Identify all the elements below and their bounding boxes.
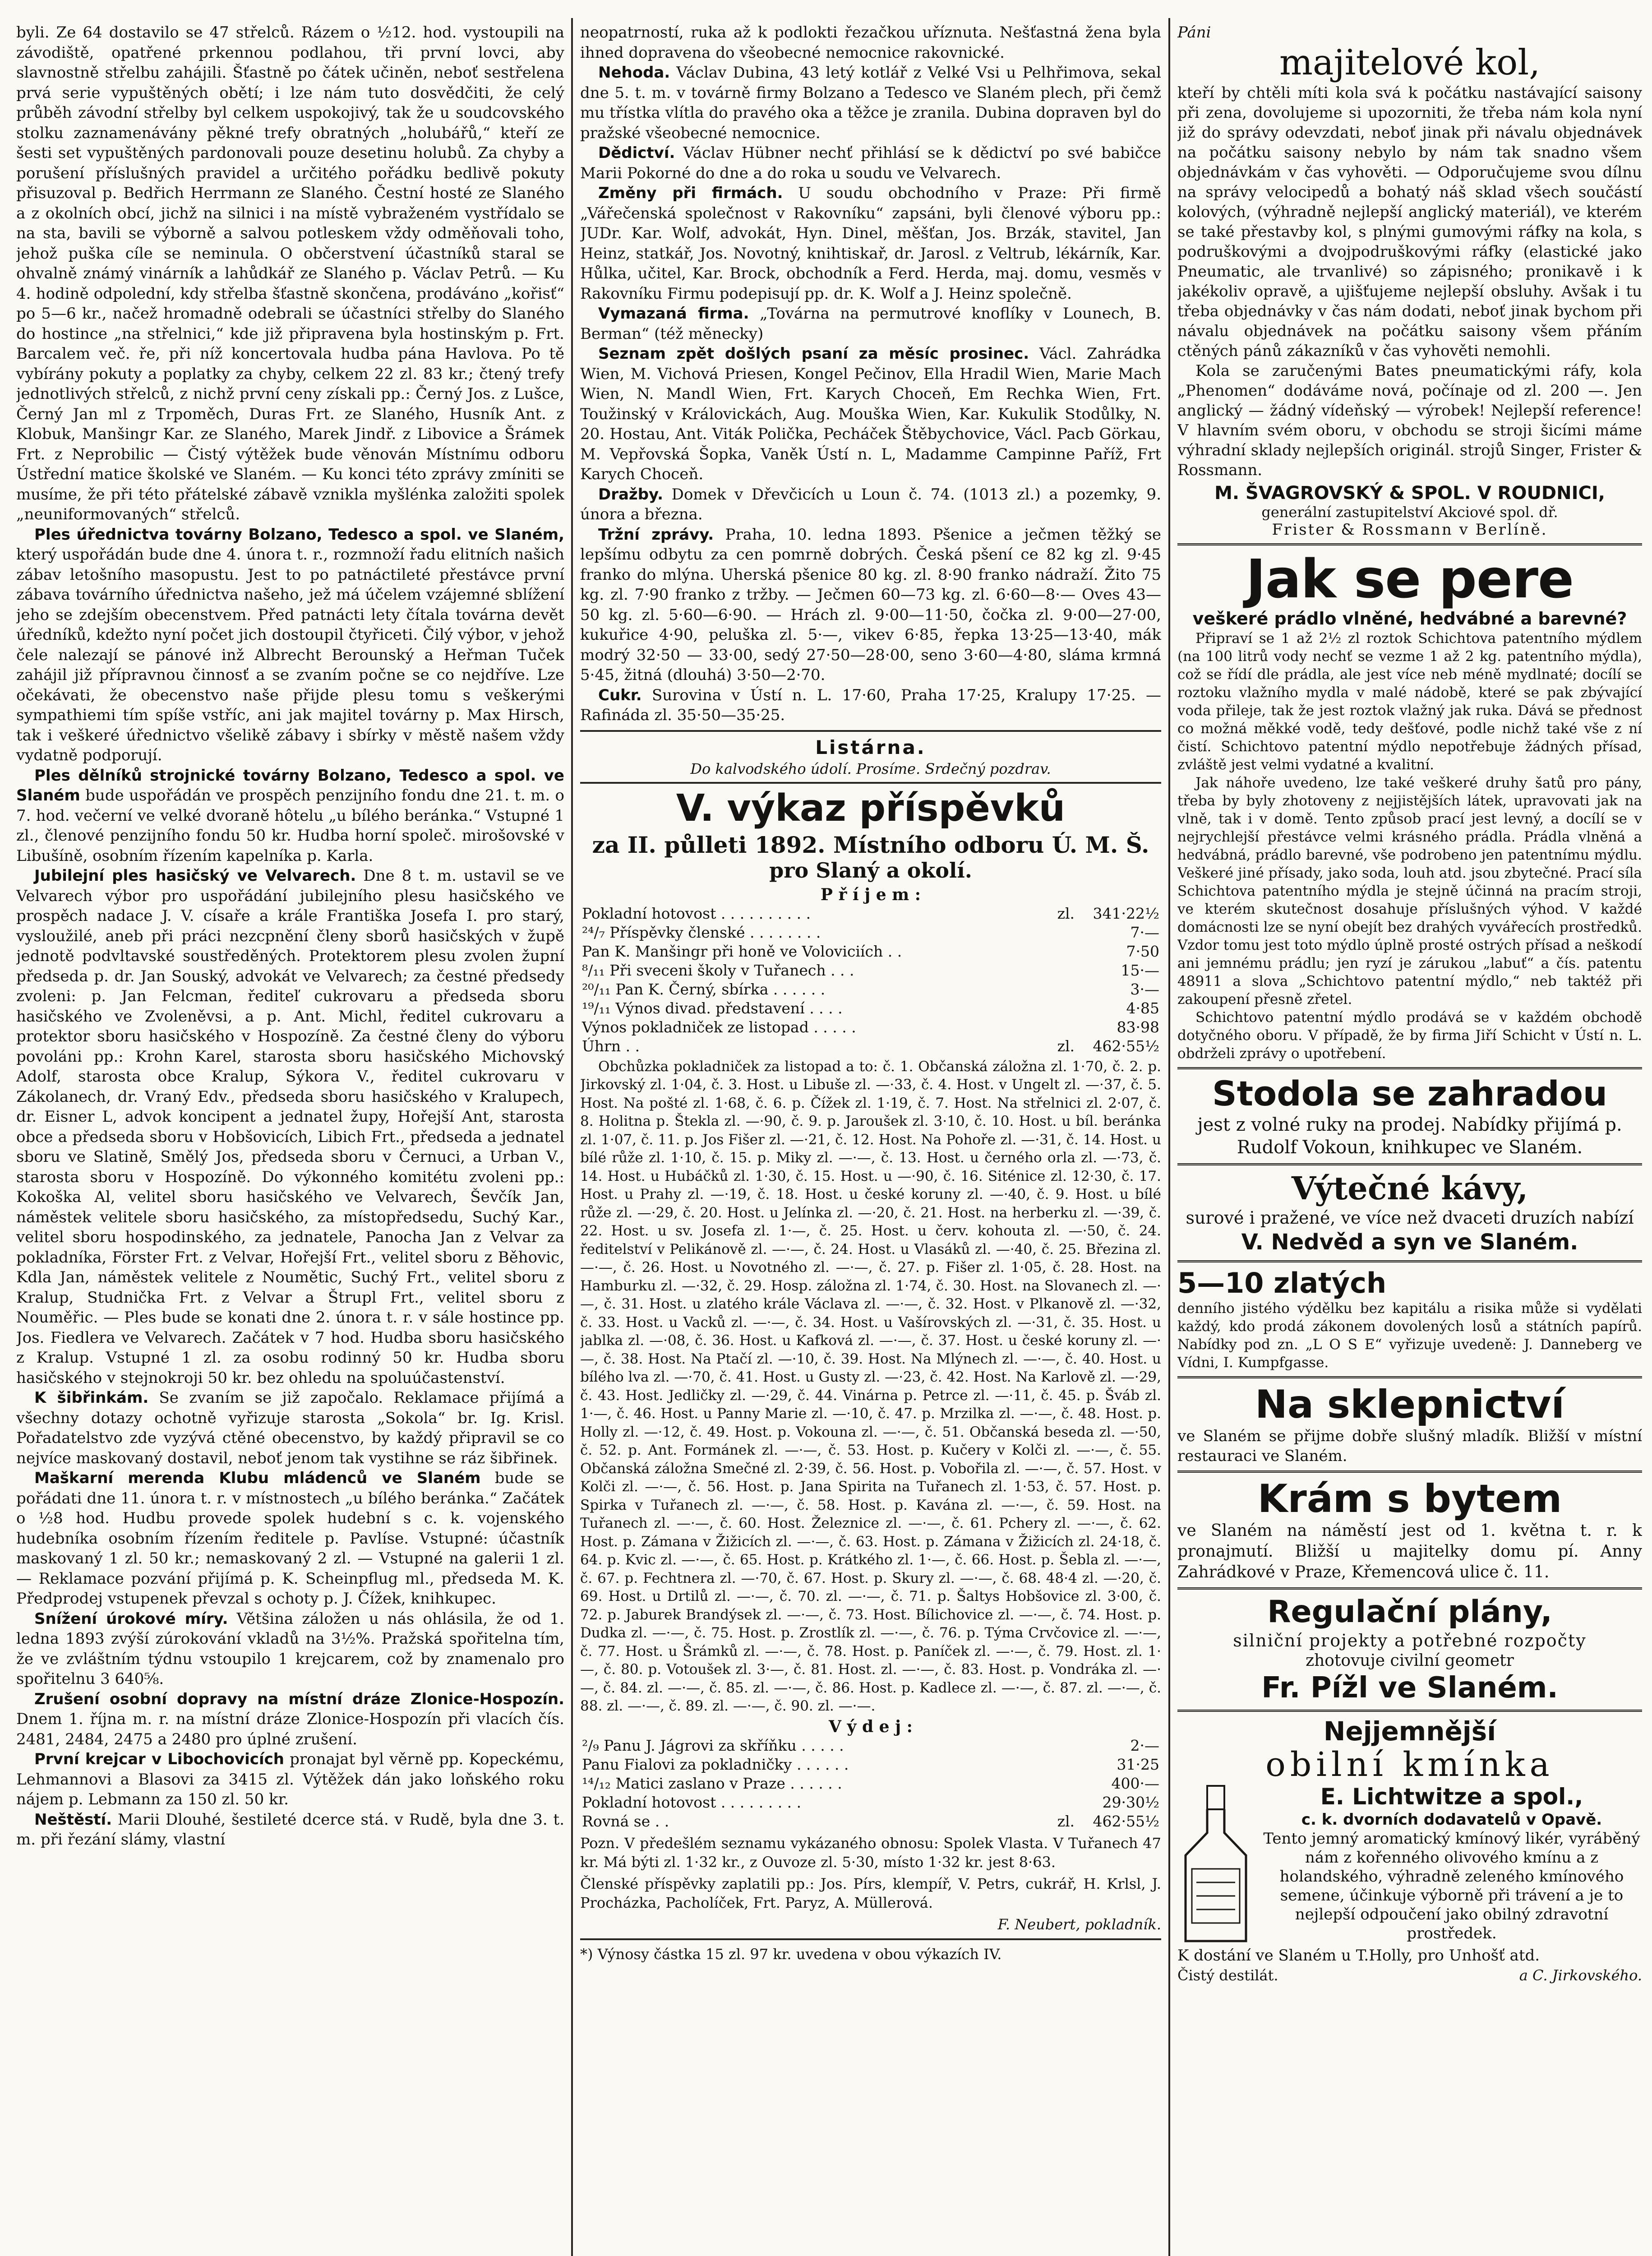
column-advertisements <box>1177 23 1642 2256</box>
news-paragraph <box>16 766 564 866</box>
news-text: Marii Dlouhé, šestileté dcerce stá. v Rudě, byla dne 3. t. m. při řezání slámy, vlastní <box>16 1810 564 1849</box>
ad-heading: 5—10 zlatých <box>1177 1267 1387 1299</box>
ledger-label: ²/₉ Panu J. Jágrovi za skříňku . . . . . <box>582 1736 844 1754</box>
news-text: Praha, 10. ledna 1893. Pšenice a ječmen těžký se lepšímu odbytu za cen pomrně dobrých. Česká pšení ce 82 kg zl. 9·45 franko do mlýna. Uherská pšenice 80 kg. zl. 8·90 franko nádraží. Žito 75 kg. zl. 7·90 franko z tržby. — Ječmen 60—73 kg. zl. 6·60—8·— Oves 43—50 kg. zl. 5·60—6·90. — Hrách zl. 9·00—11·50, čočka zl. 9·00—27·00, kukuřice 4·90, peluška zl. 5·—, vikev 6·85, řepka 13·25—13·40, mák modrý 32·50 — 33·00, sedý 27·50—28·00, seno 3·60—4·80, sláma krmná 5·45, žitná (dlouhá) 3·50—2·70. <box>580 525 1161 684</box>
ledger-row <box>580 980 1161 999</box>
ad-earnings <box>1177 1267 1642 1372</box>
news-text: „Továrna na permutrové knoflíky v Lounech, B. Berman“ (též měnecky) <box>580 305 1161 343</box>
ad-text: surové i pražené, ve více než dvaceti druzích nabízí <box>1186 1208 1634 1228</box>
ad-heading: obilní kmínka <box>1265 1745 1554 1784</box>
news-text: U soudu obchodního v Praze: Při firmě „Vářečenská společnost v Rakovníku“ zapsáni, byli členové výboru pp.: JUDr. Kar. Wolf, advokát, Hyn. Dinel, měšťan, Jos. Brzák, stavitel, Jan Heinz, statkář, Jos. Novotný, knihtiskař, dr. Jarosl. z Veltrub, lékárník, Kar. Hůlka, učitel, Kar. Brock, obchodník a Ferd. Herda, maj. domu, vesměs v Rakovníku Firmu podepisují pp. dr. K. Wolf a J. Heinz společně. <box>580 184 1161 303</box>
divider <box>1177 1260 1642 1262</box>
ledger-amt: 3·— <box>1130 980 1159 998</box>
ledger-label: Pokladní hotovost . . . . . . . . . . <box>582 904 811 922</box>
news-paragraph <box>580 304 1161 344</box>
ledger-label: Rovná se . . <box>582 1812 669 1830</box>
report-subtitle-place: pro Slaný a okolí. <box>769 858 972 883</box>
ad-text: Připraví se 1 až 2½ zl roztok Schichtova patentního mýdlem (na 100 litrů vody nechť se vezme 1 až 2 kg. patentního mýdla), což se řídí dle prádla, ale jest více neb méně mydlnaté; docílí se roztoku vlažního mydla v malé nádobě, které se pak zbývající voda přileje, tak že jest roztok vlažný jak ruka. Dává se přednost co možná měkké vodě, tedy dešťové, podle nichž také vše z ní čistí. Schichtovo patentní mýdlo nepotřebuje žádných přísad, zvláště jest velmi vydatné a kvalitní. <box>1177 630 1642 773</box>
column-notices-report <box>580 23 1161 2256</box>
ledger-cur <box>1046 923 1076 942</box>
ledger-row <box>580 1812 1161 1831</box>
ad-firm-sub: c. k. dvorních dodavatelů v Opavě. <box>1301 1811 1602 1829</box>
ledger-label: ¹⁹/₁₁ Výnos divad. představení . . . . <box>582 999 843 1017</box>
ledger-amt: 83·98 <box>1117 1018 1159 1036</box>
ledger-row <box>580 1736 1161 1755</box>
ad-text: Tento jemný aromatický kmínový likér, vyráběný nám z kořenného olivového kmínu a z holandského, výhradně zeleného kmínového semene, účinkuje výborně při trávení a je to nejlepší odpoučení jako obilný zdravotní prostředek. <box>1263 1830 1640 1942</box>
ledger-row <box>580 1018 1161 1037</box>
ad-footer-left: Čistý destilát. <box>1177 1967 1278 1984</box>
news-heading: Jubilejní ples hasičský ve Velvarech. <box>34 867 356 885</box>
news-text: Většina záložen u nás ohlásila, že od 1. ledna 1893 zvýší zúrokování vkladů na 3½%. Pražská spořitelna tím, že ve zvláštním týdnu vstoupilo 1 krejcarem, což by znamenalo pro spořitelnu 3 640⅝. <box>16 1609 564 1688</box>
ad-heading: Výtečné kávy, <box>1291 1170 1528 1207</box>
ledger-cur <box>1046 1793 1076 1812</box>
news-heading: Snížení úrokové míry. <box>34 1609 228 1628</box>
income-heading: P ř í j e m : <box>820 885 921 904</box>
divider <box>1177 543 1642 546</box>
ledger-row <box>580 1755 1161 1774</box>
news-text: Surovina v Ústí n. L. 17·60, Praha 17·25, Kralupy 17·25. — Rafináda zl. 35·50—35·25. <box>580 686 1161 724</box>
mailbox-heading: Listárna. <box>815 736 926 758</box>
ad-liqueur <box>1177 1716 1642 1985</box>
ledger-label: Pan K. Manšingr při honě ve Voloviciích . . <box>582 942 902 960</box>
news-heading: První krejcar v Libochovicích <box>34 1750 284 1768</box>
news-paragraph <box>16 866 564 1388</box>
ad-subheading: zhotovuje civilní geometr <box>1306 1651 1514 1670</box>
ledger-amt: 2·— <box>1130 1736 1159 1754</box>
news-paragraph <box>16 1388 564 1468</box>
ad-barn <box>1177 1074 1642 1159</box>
column-local-news <box>16 23 564 2256</box>
news-paragraph <box>580 525 1161 685</box>
column-rule <box>1168 18 1170 2256</box>
news-text: neopatrností, ruka až k podlokti řezačkou uříznuta. Nešťastná žena byla ihned dopravena do všeobecné nemocnice rakovnické. <box>580 23 1161 62</box>
news-paragraph <box>16 1810 564 1850</box>
expense-heading: V ý d e j : <box>829 1717 913 1736</box>
news-paragraph <box>16 1689 564 1750</box>
news-heading: Vymazaná firma. <box>598 305 749 323</box>
news-text: bude se pořádati dne 11. února t. r. v místnostech „u bílého beránka.“ Začátek o ½8 hod. Hudbu provede spolek hudební s c. k. vojenského hudebníka osobním řízením ředitele p. Pavlíse. Vstupné: účastník maskovaný 1 zl. 50 kr.; nemaskovaný 2 zl. — Vstupné na galerii 1 zl. — Reklamace pozvání přijímá p. K. Scheinpflug ml., předseda M. K. Předprodej vstupenek převzal s ochoty p. J. Čížek, knihkupec. <box>16 1469 564 1608</box>
news-text: který uspořádán bude dne 4. února t. r., rozmnoží řadu elitních našich zábav letošního masopustu. Jest to po patnáctileté přestávce první zábava továrního úřednictva našeho, jež má účelem vzájemné sblížení jeho se zdejším obecenstvem. Před patnácti lety čítala továrna devět úředníků, kdežto nyní počet jich dostoupil čtyřiceti. Čilý výbor, v jehož čele nalezají se pánové inž Albrecht Berounský a Heřman Tuček zahájil již přípravnou činnosť a se zvaním počne se co nejdříve. Lze očekávati, že obecenstvo naše přijde plesu tomu s veškerými sympathiemi tím spíše vstříc, ani jak majitel továrny p. Max Hirsch, tak i veškeré úřednictvo všelikě zábavy i sbírky v městě našem vždy vydatně podporují. <box>16 546 564 764</box>
ledger-amt: 341·22½ <box>1093 904 1159 922</box>
ledger-amt: 400·— <box>1111 1774 1159 1792</box>
ad-subheading: silniční projekty a potřebné rozpočty <box>1233 1631 1587 1650</box>
divider <box>580 782 1161 784</box>
ledger-label: ²⁰/₁₁ Pan K. Černý, sbírka . . . . . . <box>582 980 826 998</box>
ledger-cur <box>1046 1018 1076 1037</box>
ad-heading: Stodola se zahradou <box>1212 1073 1608 1114</box>
ledger-cur <box>1046 1774 1076 1793</box>
mailbox-line: Do kalvodského údolí. Prosíme. Srdečný pozdrav. <box>690 760 1051 777</box>
ad-heading: majitelové kol, <box>1279 42 1540 83</box>
ledger-cur: zl. <box>1057 904 1075 922</box>
ad-bicycle-owners <box>1177 23 1642 539</box>
news-heading: Nehoda. <box>598 64 670 82</box>
report-subtitle: za II. půlleti 1892. Místního odboru Ú. M. Š. <box>592 831 1149 858</box>
news-text: Václ. Zahrádka Wien, M. Vichová Priesen, Kongel Pečinov, Ella Hradil Wien, Marie Mach Wien, N. Mandl Wien, Frt. Karych Choceň, Em Rechka Wien, Frt. Toužinský v Královickách, Aug. Mouška Wien, Kar. Kukulik Stodůlky, N. 20. Hostau, Ant. Viták Polička, Pecháček Štěbychovice, Václ. Pacb Görkau, M. Vepřovská Šopka, Vaněk Ústí n. L, Madamme Campinne Paříž, Frt Karych Choceň. <box>580 345 1161 483</box>
news-paragraph <box>580 23 1161 63</box>
ledger-label: ⁸/₁₁ Při sveceni školy v Tuřanech . . . <box>582 961 854 979</box>
ad-text: ve Slaném na náměstí jest od 1. května t. r. k pronajmutí. Bližší u majitelky domu pí. Anny Zahrádkové v Praze, Křemencová ulice č. 11. <box>1177 1521 1642 1581</box>
ledger-row <box>580 1774 1161 1793</box>
divider <box>1177 1163 1642 1165</box>
ledger-label: Panu Fialovi za pokladničky . . . . . . <box>582 1755 849 1773</box>
ad-heading: Regulační plány, <box>1267 1594 1552 1630</box>
ad-heading: Na sklepnictví <box>1255 1382 1565 1427</box>
report-footnote: Pozn. V předešlém seznamu vykázaného obnosu: Spolek Vlasta. V Tuřanech 47 kr. Má býti zl. 1·32 kr., z Ouvoze zl. 5·30, místo 1·32 kr. jest 8·63. <box>580 1834 1161 1871</box>
ledger-label: Pokladní hotovost . . . . . . . . . <box>582 1793 802 1811</box>
ledger-row <box>580 999 1161 1018</box>
news-heading: Dražby. <box>598 485 664 504</box>
ad-firm: E. Lichtwitze a spol., <box>1320 1784 1583 1810</box>
news-paragraph <box>16 525 564 766</box>
news-paragraph <box>580 344 1161 485</box>
treasurer-signature: F. Neubert, pokladník. <box>997 1915 1161 1933</box>
news-heading: Maškarní merenda Klubu mládenců ve Slaném <box>34 1469 481 1487</box>
news-heading: Neštěstí. <box>34 1810 112 1829</box>
expense-table <box>580 1736 1161 1831</box>
ad-liqueur-body <box>1177 1783 1642 1946</box>
ad-liqueur-footer <box>1177 1965 1642 1985</box>
ledger-amt: 31·25 <box>1117 1755 1159 1773</box>
ledger-label: ¹⁴/₁₂ Matici zaslano v Praze . . . . . . <box>582 1774 842 1792</box>
news-heading: K šibřinkám. <box>34 1389 149 1407</box>
divider <box>1177 1710 1642 1712</box>
ledger-amt: 4·85 <box>1126 999 1159 1017</box>
ad-firm: Fr. Pížl ve Slaném. <box>1261 1671 1558 1705</box>
ad-liqueur-text <box>1261 1783 1642 1943</box>
news-text: Dne 8 t. m. ustavil se ve Velvarech výbor pro uspořádání jubilejního plesu hasičského ve prospěch nadace J. V. císaře a krále Františka Josefa I. pro starý, vysloužilé, aneb při práci nezcpnění členy sborů hasičských v župě jednotě podvltavské soustředěných. Protektorem plesu zvolen župní předseda p. dr. Jan Souský, advokát ve Velvarech; za čestné předsedy zvoleni: p. Jan Felcman, řediteľ cukrovaru a předseda sboru hasičského ve Zvoleněvsi, a p. Ant. Michl, ředitel cukrovaru a protektor sboru hasičského v Hospozíně. Za čestné členy do výboru povoláni pp.: Krohn Karel, starosta sboru hasičského Michovský Adolf, starosta obce Kralup, Sýkora V., ředitel cukrovaru v Zákolanech, dr. Vraný Edv., předseda sboru hasičského v Kralupech, dr. Eisner L, advok koncipent a jednatel župy, Hořejší Ant, starosta obce a předseda sboru v Hobšovicích, Libich Frt., předseda a jednatel sboru ve Slatině, Smělý Jos, předseda sboru v Černuci, a Urban V., starosta sboru v Hospozíně. Do výkonného komitétu zvoleni pp.: Kokoška Al, velitel sboru hasičského ve Velvarech, Ševčík Jan, náměstek velitele sboru hasičského, za místopředsedu, Suchý Kar., velitel sboru hospodinského, za jednatele, Panocha Jan z Velvar za pokladníka, Förster Frt. z Velvar, Hořejší Frt., velitel sboru z Běhovic, Kdla Jan, náměstek velitele z Noumětic, Suchý Frt., velitel sboru z Kralup, Studnička Frt. z Velvar a Štrupl Frt., velitel sboru z Nouměřic. — Ples bude se konati dne 2. února t. r. v sále hostince pp. Jos. Fiedlera ve Velvarech. Začátek v 7 hod. Hudba sboru hasičského z Kralup. Vstupné 1 zl. za osobu rodinný 50 kr. Hudba sboru hasičského v stejnokroji 50 kr. bez ohledu na spoluúčastenství. <box>16 867 564 1387</box>
ad-text: Kola se zaručenými Bates pneumatickými ráfy, kola „Phenomen“ dodáváme nová, počínaje od zl. 200 —. Jen anglický — žádný vídeňský — výrobek! Nejlepší reference! V hlavním svém oboru, v obchodu se stroji šicími máme výhradní sklady nejlepších originál. strojů Singer, Frister & Rossmann. <box>1177 362 1642 479</box>
ledger-row <box>580 923 1161 942</box>
ad-text: ve Slaném se přijme dobře slušný mladík. Bližší v místní restauraci ve Slaném. <box>1177 1427 1642 1465</box>
news-heading: Seznam zpět došlých psaní za měsíc prosinec. <box>598 345 1029 363</box>
ledger-row <box>580 1037 1161 1056</box>
ledger-cur <box>1046 980 1076 999</box>
ad-text: jest z volné ruky na prodej. Nabídky přijímá p. Rudolf Vokoun, knihkupec ve Slaném. <box>1197 1114 1622 1158</box>
ledger-cur <box>1046 961 1076 980</box>
news-text: Václav Dubina, 43 letý kotlář z Velké Vsi u Pelhřimova, sekal dne 5. t. m. v továrně firmy Bolzano a Tedesco ve Slaném plech, při čemž mu třístka vlítla do pravého oka a těžce je zranila. Dubina dopraven byl do pražské všeobecné nemocnice. <box>580 64 1161 142</box>
news-paragraph <box>16 1749 564 1810</box>
ledger-amt: 7·50 <box>1126 942 1159 960</box>
divider <box>1177 1587 1642 1590</box>
news-paragraph <box>580 143 1161 183</box>
ad-firm-sub: generální zastupitelství Akciové spol. dř. <box>1261 504 1558 521</box>
news-heading: Cukr. <box>598 686 642 704</box>
ad-cellar <box>1177 1383 1642 1466</box>
news-text: bude uspořádán ve prospěch penzijního fondu dne 21. t. m. o 7. hod. večerní ve velké dvoraně hôtelu „u bílého beránka.“ Vstupné 1 zl., členové penzijního fondu 50 kr. Hudba horní společ. mirošovské v Libušíně, osobním řízením kapelníka p. Karla. <box>16 786 564 865</box>
news-heading: Ples dělníků strojnické továrny Bolzano, Tedesco a spol. ve Slaném <box>16 766 564 804</box>
news-paragraph <box>16 23 564 525</box>
ledger-row <box>580 961 1161 980</box>
news-heading: Tržní zprávy. <box>598 525 714 544</box>
ad-text: Jak náhoře uvedeno, lze také veškeré druhy šatů pro pány, třeba by byly zhotoveny z nejjistějších látek, upravovati jak na vlně, tak i v domě. Tento způsob prací jest levný, a docílí se v nejrychlejší přestávce velmi krásného prádla. Prádla vlněná a hedvábná, prádlo barevné, vše podrobeno jen patentnímu mýdlu. Veškeré jiné přísady, jako soda, louh atd. jsou zbytečné. Prací síla Schichtova patentního mýdla je stejně účinná na pracím stroji, ve kterém skutečnost dosahuje příslušných výhod. V každé domácnosti lze se nyní obejít bez drahých vyvářecích prostředků. Vzdor tomu jest toto mýdlo úplně prosté ostrých přísad a neškodí ani jemnému prádlu; jen ryzí je zárukou „labuť“ a čís. patentu 48911 a slova „Schichtovo patentní mýdlo,“ neb taktéž při zakoupení přesně zřetel. <box>1177 775 1642 1008</box>
news-text: Dnem 1. října m. r. na místní dráze Zlonice-Hospozín při vlacích čís. 2481, 2484, 2475 a 2480 pro úplné zrušení. <box>16 1710 564 1748</box>
asterisk-note: *) Výnosy částka 15 zl. 97 kr. uvedena v obou výkazích IV. <box>580 1945 1002 1963</box>
news-paragraph <box>16 1468 564 1609</box>
ad-coffee <box>1177 1170 1642 1256</box>
news-heading: Změny při firmách. <box>598 184 783 202</box>
ledger-label: Úhrn . . <box>582 1037 640 1055</box>
report-title: V. výkaz příspěvků <box>676 786 1066 830</box>
ad-heading: Jak se pere <box>1246 548 1574 610</box>
ad-intro: Páni <box>1177 23 1211 42</box>
ledger-row <box>580 904 1161 923</box>
ad-firm: M. ŠVAGROVSKÝ & SPOL. V ROUDNICI, <box>1214 483 1605 504</box>
divider <box>1177 1376 1642 1378</box>
ledger-label: ²⁴/₇ Příspěvky členské . . . . . . . . <box>582 923 821 941</box>
news-text: byli. Ze 64 dostavilo se 47 střelců. Rázem o ½12. hod. vystoupili na závodiště, opatřené prkennou podlahou, tři první lovci, aby slavnostně střelbu zahájili. Šťastně po čátek učiněn, neboť sestřelena prvá serie vypuštěných obětí; i lze nám tuto dosvědčiti, že celý průběh závodní střelby byl celkem uspokojivý, tak že u soudcovského stolku zaznamenávány pěkné trefy obratných „holubářů,“ kteří ze šesti set vypuštěných pardonovali pouze desetinu holubů. Za chyby a porušení příslušných pravidel a určitého pořádku bedlivě pokuty přisuzoval p. Bedřich Herrmann ze Slaného. Čestní hosté ze Slaného a z okolních obcí, jichž na silnici i na místě vybraženém vystřídalo se na sta, bavili se výborně a salvou potleskem vždy odměňovali toho, jehož puška cíle se neminula. O občerstvení účastníků staral se ohvalně známý vinárník a lahůdkář ze Slaného p. Václav Petrů. — Ku 4. hodině odpolední, kdy střelba šťastně skončena, prodáváno „kořisť“ po 5—6 kr., načež hromadně odebrali se účastníci střelby do Slaného do hostince „na střelnici,“ kde již připravena byla hostinským p. Frt. Barcalem več. ře, při níž koncertovala hudba pána Havlova. Po tě vybírány pokuty a poplatky za chyby, celkem 22 zl. 83 kr.; čtený trefy jednotlivých střelců, z nichž první ceny získali pp.: Černý Jos. z Lušce, Černý Jan ml z Trpoměch, Duras Frt. ze Slaného, Husník Ant. z Klobuk, Manšingr Kar. ze Slaného, Marek Jindř. z Libovice a Šrámek Frt. z Neprobilic — Čistý výtěžek bude věnován Místnímu odboru Ústřední matice školské ve Slaném. — Ku konci této zprávy zmíniti se musíme, že při této přátelské zábavě vznikla myšlénka založiti spolek „neuniformovaných“ střelců. <box>16 23 564 523</box>
ad-text: denního jistého výdělku bez kapitálu a risika může si vydělati každý, kdo prodá zákonem dovolených losů a státních papírů. Nabídky pod zn. „L O S E“ vyřizuje uvedeně: J. Danneberg ve Vídni, I. Kumpfgasse. <box>1177 1300 1642 1371</box>
ledger-row <box>580 942 1161 961</box>
ledger-amt: 15·— <box>1121 961 1159 979</box>
ledger-amt: 7·— <box>1130 923 1159 941</box>
divider <box>1177 1067 1642 1069</box>
ledger-label: Výnos pokladniček ze listopad . . . . . <box>582 1018 856 1036</box>
ad-shop <box>1177 1477 1642 1583</box>
ledger-cur <box>1046 1736 1076 1755</box>
news-paragraph <box>580 63 1161 143</box>
ad-surveyor <box>1177 1594 1642 1705</box>
divider <box>580 730 1161 732</box>
ledger-cur <box>1046 999 1076 1018</box>
ad-text: kteří by chtěli míti kola svá k počátku nastávající saisony při zena, dovolujeme si upozorniti, že třeba nám kola nyní již do správy odevzdati, neboť jinak při návalu objednávek na počátku saisony nebylo by nám tak snadno všem objednávkám v čas vyhověti. — Odporučujeme svou dílnu na správy velocipedů a bohatý náš sklad všech součástí kolových, (výhradně nejlepší anglický materiál), ve kterém se také přestavby kol, s plnými gumovými ráfky na kola, s podruškovými a dvojpodruškovými ráfky (elastické jako Pneumatic, ale trvanlivé) so zápisného; pronikavě i k jakékoliv opravě, a ujišťujeme nejlepší obsluhy. Avšak i tu třeba objednávky v čas nám dodati, neboť jinak bychom při návalu objednávek na počátku saisony všem přáním ctěných pánů zákazníků v čas vyhověti nemohli. <box>1177 84 1642 360</box>
ad-text: Schichtovo patentní mýdlo prodává se v každém obchodě dotyčného oboru. V případě, že by firma Jiří Schicht v Ústí n. L. obdrželi zprávy o upotřebení. <box>1177 1009 1642 1062</box>
ad-heading: Krám s bytem <box>1257 1476 1562 1521</box>
news-text: Se zvaním se již započalo. Reklamace přijímá a všechny dotazy ochotně vyřizuje starosta „Sokola“ br. Ig. Krisl. Pořadatelstvo zde vyzývá ctěné obecenstvo, by každý připravil se co nejvíce maskovaný dostavil, neboť jenom tak vystihne se ráz šibřinek. <box>16 1389 564 1467</box>
bottle-icon <box>1177 1783 1254 1946</box>
ad-heading: Nejjemnější <box>1323 1716 1496 1747</box>
news-heading: Dědictví. <box>598 144 675 162</box>
ad-firm: V. Nedvěd a syn ve Slaném. <box>1241 1230 1578 1255</box>
news-text: Domek v Dřevčicích u Loun č. 74. (1013 zl.) a pozemky, 9. února a března. <box>580 485 1161 523</box>
ledger-cur: zl. <box>1057 1037 1075 1055</box>
news-paragraph <box>580 183 1161 304</box>
ledger-cur <box>1046 1755 1076 1774</box>
divider <box>580 1938 1161 1940</box>
news-text: Václav Hübner nechť přihlásí se k dědictví po své babičce Marii Pokorné do dne a do roka u soudu ve Velvarech. <box>580 144 1161 182</box>
ledger-row <box>580 1793 1161 1812</box>
news-heading: Ples úřednictva továrny Bolzano, Tedesco a spol. ve Slaném, <box>34 525 564 544</box>
members-paid: Členské příspěvky zaplatili pp.: Jos. Pírs, klempíř, V. Petrs, cukrář, H. Krlsl, J. Procházka, Pacholíček, Frt. Paryz, A. Müllerová. <box>580 1875 1161 1911</box>
divider <box>1177 1470 1642 1473</box>
ad-footer-right: a C. Jirkovského. <box>1519 1967 1642 1984</box>
collection-boxes-text: Obchůzka pokladniček za listopad a to: č. 1. Občanská záložna zl. 1·70, č. 2. p. Jirkovský zl. 1·04, č. 3. Host. u Libuše zl. —·33, č. 4. Host. v Ungelt zl. —·37, č. 5. Host. Na pošté zl. 1·68, č. 6. p. Čížek zl. 1·19, č. 7. Host. Na střelnici zl. 2·07, č. 8. Holitna p. Štekla zl. —·90, č. 9. p. Jaroušek zl. 3·10, č. 10. Host. u bíl. beránka zl. 1·07, č. 11. p. Jos Fišer zl. —·21, č. 12. Host. Na Pohoře zl. —·31, č. 14. Host. u bílé růže zl. 1·10, č. 15. p. Miky zl. —·—, č. 13. Host. u černého orla zl. —·73, č. 14. Host. u Hubáčků zl. 1·30, č. 15. Host. u —·90, č. 16. Siténice zl. 12·30, č. 17. Host. u Prahy zl. —·19, č. 18. Host. u české koruny zl. —·40, č. 9. Host. u bílé růže zl. —·29, č. 20. Host. u Jelínka zl. —·20, č. 21. Host. na herberku zl. —·39, č. 22. Host. u sv. Josefa zl. 1·—, č. 25. Host. u červ. kohouta zl. —·50, č. 24. ředitelství v Pelikánově zl. —·—, č. 24. Host. u Vlasáků zl. —·40, č. 25. Březina zl. —·—, č. 26. Host. u Novotného zl. —·—, č. 27. p. Fišer zl. 1·05, č. 28. Host. na Hamburku zl. —·32, č. 29. Hosp. záložna zl. 1·74, č. 30. Host. na Slovanech zl. —·—, č. 31. Host. u zlatého krále Václava zl. —·—, č. 32. Host. v Plkanově zl. —·32, č. 33. Host. u Vacků zl. —·—, č. 34. Host. u Vašírovských zl. —·31, č. 35. Host. u jablka zl. —·08, č. 36. Host. u Kafková zl. —·—, č. 37. Host. u české koruny zl. —·—, č. 38. Host. Na Ptačí zl. —·10, č. 39. Host. Na Mlýnech zl. —·—, č. 40. Host. u bílého lva zl. —·70, č. 41. Host. u Gusty zl. —·23, č. 42. Host. Na Karlově zl. —·29, č. 43. Host. Jedličky zl. —·29, č. 44. Vinárna p. Petrce zl. —·11, č. 45. p. Šváb zl. 1·—, č. 46. Host. u Panny Marie zl. —·10, č. 47. p. Mrzilka zl. —·—, č. 48. Host. p. Holly zl. —·12, č. 49. Host. p. Vokouna zl. —·—, č. 51. Občanská beseda zl. —·50, č. 52. p. Ant. Formánek zl. —·—, č. 53. Host. p. Kučery v Kolči zl. —·—, č. 55. Občanská záložna Smečné zl. 2·39, č. 56. Host. p. Vobořila zl. —·—, č. 57. Host. v Kolči zl. —·—, č. 56. Host. p. Jana Spirita na Tuřanech zl. 1·53, č. 57. Host. p. Spirka v Tuřanech zl. —·—, č. 58. Host. p. Kavána zl. —·—, č. 59. Host. na Tuřanech zl. —·—, č. 60. Host. Železnice zl. —·—, č. 61. Pchery zl. —·—, č. 62. Host. p. Zámana v Žižicích zl. —·—, č. 63. Host. p. Zámana v Žižicích zl. 24·18, č. 64. p. Kvic zl. —·—, č. 65. Host. p. Krátkého zl. 1·—, č. 66. Host. p. Šebla zl. —·—, č. 67. p. Fechtnera zl. —·70, č. 67. Host. p. Skury zl. —·—, č. 68. 48·4 zl. —·20, č. 69. Host. u Drtilů zl. —·—, č. 70. zl. —·—, č. 71. p. Šaltys Hobšovice zl. 3·00, č. 72. p. Jaburek Brandýsek zl. —·—, č. 73. Host. Bílichovice zl. —·—, č. 74. Host. p. Dudka zl. —·—, č. 75. Host. p. Zrostlík zl. —·—, č. 76. p. Týma Crvčovice zl. —·—, č. 77. Host. u Šrámků zl. —·—, č. 78. Host. p. Paníček zl. —·—, č. 79. Host. zl. 1·—, č. 80. p. Votoušek zl. 3·—, č. 81. Host. zl. —·—, č. 83. Host. p. Vondráka zl. —·—, č. 84. zl. —·—, č. 85. zl. —·—, č. 86. Host. p. Kadlece zl. —·—, č. 87. zl. —·—, č. 88. zl. —·—, č. 89. zl. —·—, č. 90. zl. —·—. <box>580 1058 1161 1714</box>
ledger-cur <box>1046 942 1076 961</box>
ledger-amt: 462·55½ <box>1093 1037 1159 1055</box>
news-paragraph <box>580 685 1161 726</box>
ledger-amt: 29·30½ <box>1102 1793 1159 1811</box>
news-heading: Zrušení osobní dopravy na místní dráze Zlonice-Hospozín. <box>34 1690 564 1708</box>
income-table <box>580 904 1161 1056</box>
ad-soap <box>1177 550 1642 1063</box>
ad-firm-sub: Frister & Rossmann v Berlíně. <box>1272 521 1548 539</box>
notices-section <box>580 23 1161 726</box>
ledger-cur: zl. <box>1057 1812 1075 1830</box>
news-text: pronajat byl věrně pp. Kopeckému, Lehmannovi a Blasovi za 3415 zl. Výtěžek dán jako loňského roku nájem p. Lebmann za 150 zl. 50 kr. <box>16 1750 564 1808</box>
ledger-amt: 462·55½ <box>1093 1812 1159 1830</box>
news-paragraph <box>16 1609 564 1689</box>
ad-subheading: veškeré prádlo vlněné, hedvábné a barevné? <box>1192 609 1627 629</box>
news-paragraph <box>580 485 1161 525</box>
column-rule <box>571 18 573 2256</box>
ad-text: K dostání ve Slaném u T.Holly, pro Unhošť atd. <box>1177 1946 1540 1965</box>
